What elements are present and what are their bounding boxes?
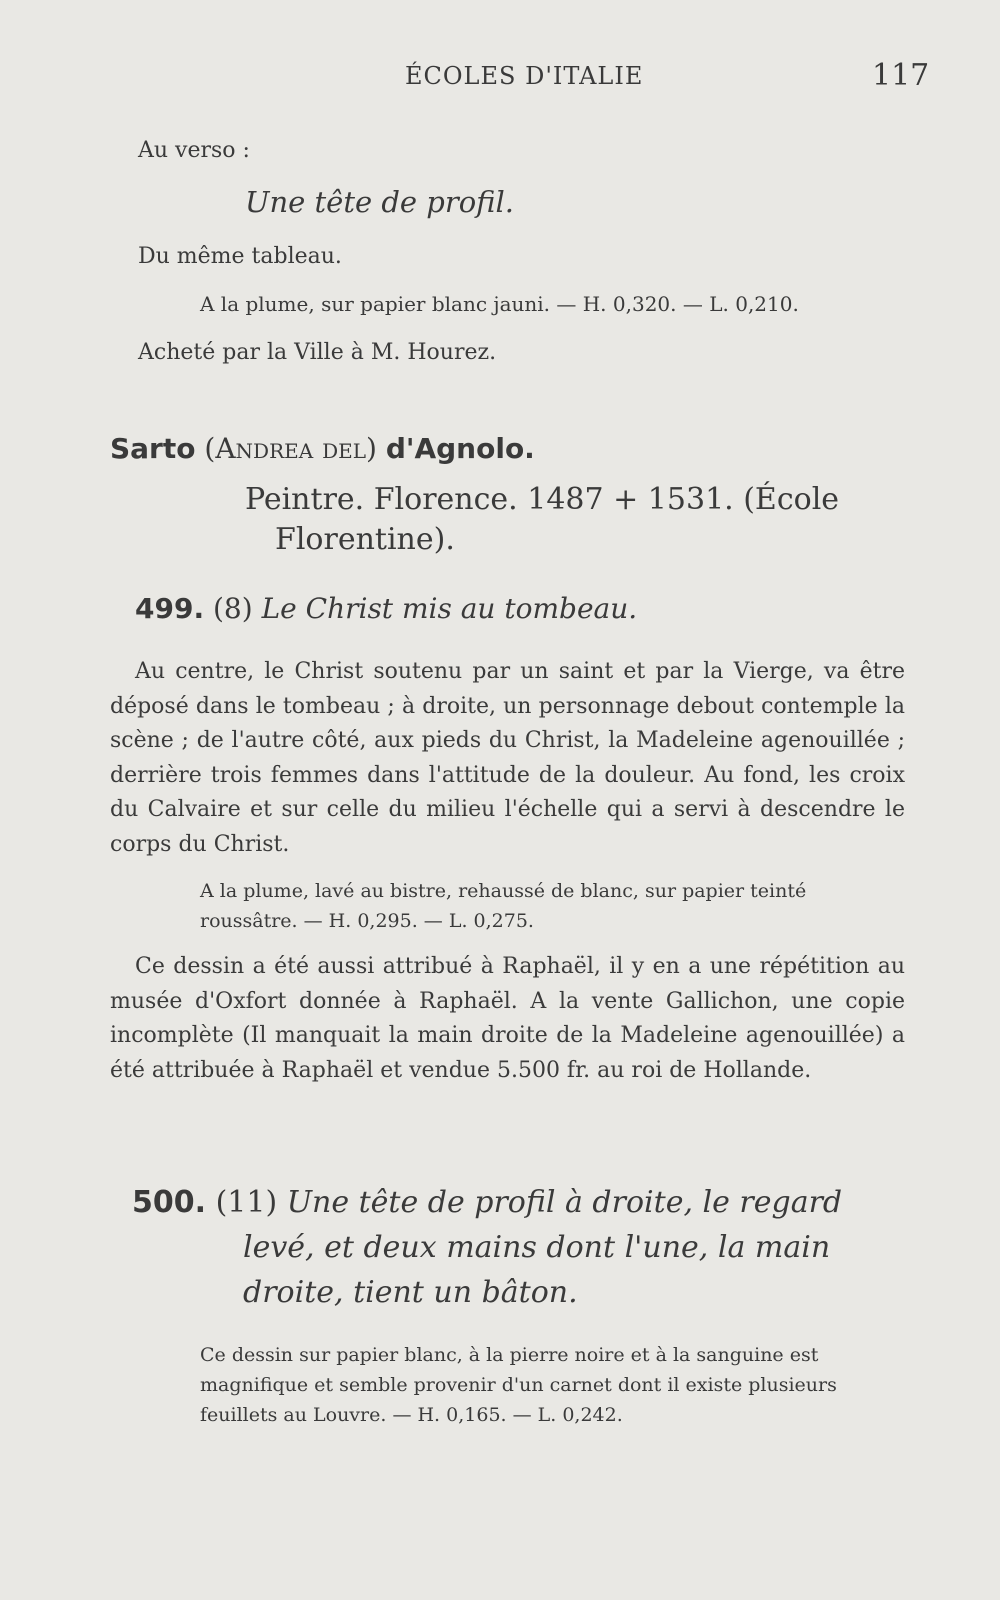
entry-499-heading [135, 592, 637, 625]
entry-number: 500. [132, 1185, 207, 1220]
verso-label: Au verso : [138, 138, 250, 163]
artist-suffix: d'Agnolo. [385, 432, 535, 465]
entry-500-technique: Ce dessin sur papier blanc, à la pierre noire et à la sanguine est magnifique et semble provenir d'un carnet dont il existe plusieurs feuillets au Louvre. — H. 0,165. — L. 0,242. [200, 1344, 837, 1426]
verso-technique: A la plume, sur papier blanc jauni. — H. 0,320. — L. 0,210. [200, 292, 799, 316]
artist-paren-open: ( [195, 432, 216, 465]
verso-source: Du même tableau. [138, 244, 342, 269]
entry-ref: (11) [215, 1185, 278, 1220]
artist-heading [110, 432, 535, 465]
entry-499-note: Ce dessin a été aussi attribué à Raphaël, il y en a une répétition au musée d'Oxfort donnée à Raphaël. A la vente Gallichon, une copie incomplète (Il manquait la main droite de la Madeleine agenouillée) a été attribuée à Raphaël et vendue 5.500 fr. au roi de Hollande. [110, 954, 905, 1083]
verso-acquisition: Acheté par la Ville à M. Hourez. [138, 340, 497, 365]
artist-bio-line-1: Peintre. Florence. 1487 + 1531. (École [245, 482, 840, 517]
entry-title-line-1: Une tête de profil à droite, le regard [286, 1185, 843, 1220]
artist-surname: Sarto [110, 432, 196, 465]
entry-500-title-line-2: levé, et deux mains dont l'une, la main [243, 1230, 831, 1265]
verso-title: Une tête de profil. [245, 185, 515, 219]
entry-500-heading [132, 1185, 842, 1220]
artist-bio-line-2: Florentine). [275, 522, 455, 557]
entry-499-description: Au centre, le Christ soutenu par un saint et par la Vierge, va être déposé dans le tombeau ; à droite, un personnage debout contemple la scène ; de l'autre côté, aux pieds du Christ, la Madeleine agenouillée ; derrière trois femmes dans l'attitude de la douleur. Au fond, les croix du Calvaire et sur celle du milieu l'échelle qui a servi à descendre le corps du Christ. [110, 659, 905, 857]
entry-500-title-line-3: droite, tient un bâton. [243, 1275, 578, 1310]
entry-title: Le Christ mis au tombeau. [261, 592, 638, 625]
entry-number: 499. [135, 592, 205, 625]
running-header: ÉCOLES D'ITALIE [405, 62, 644, 90]
entry-499-technique: A la plume, lavé au bistre, rehaussé de blanc, sur papier teinté roussâtre. — H. 0,295. — L. 0,275. [200, 880, 807, 932]
artist-paren-close: ) [366, 432, 386, 465]
entry-ref: (8) [213, 592, 253, 625]
page-number: 117 [872, 58, 930, 93]
artist-given-name: Andrea del [215, 432, 367, 465]
